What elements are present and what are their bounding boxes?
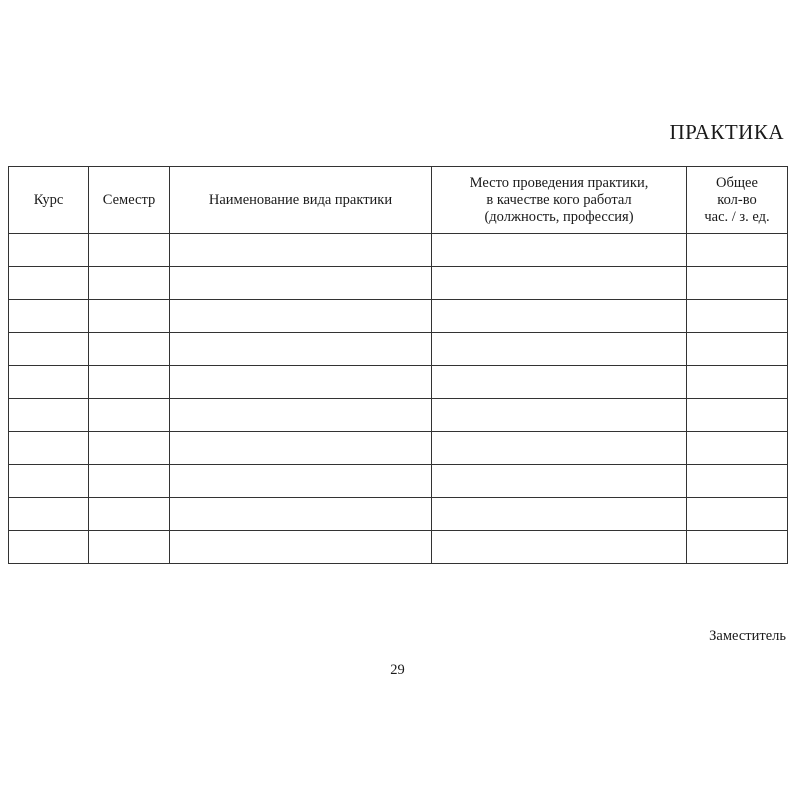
table-cell[interactable]: [9, 432, 89, 465]
table-cell[interactable]: [432, 366, 687, 399]
table-cell[interactable]: [432, 333, 687, 366]
table-cell[interactable]: [432, 399, 687, 432]
table-cell[interactable]: [170, 399, 432, 432]
table-row: [9, 465, 788, 498]
table-cell[interactable]: [432, 432, 687, 465]
header-line: час. / з. ед.: [704, 208, 770, 225]
table-cell[interactable]: [9, 498, 89, 531]
table-cell[interactable]: [687, 498, 788, 531]
table-row: [9, 399, 788, 432]
table-cell[interactable]: [687, 267, 788, 300]
table-cell[interactable]: [687, 234, 788, 267]
table-row: [9, 333, 788, 366]
table-row: [9, 234, 788, 267]
column-header-total-hours: [687, 167, 788, 234]
table-cell[interactable]: [9, 465, 89, 498]
table-cell[interactable]: [170, 267, 432, 300]
table-cell[interactable]: [9, 366, 89, 399]
table-cell[interactable]: [432, 498, 687, 531]
table-cell[interactable]: [170, 531, 432, 564]
table-cell[interactable]: [170, 498, 432, 531]
table-body: [9, 234, 788, 564]
table-cell[interactable]: [432, 234, 687, 267]
column-header-practice-place: [432, 167, 687, 234]
table-cell[interactable]: [687, 333, 788, 366]
column-header-course: [9, 167, 89, 234]
table-cell[interactable]: [89, 267, 170, 300]
table-cell[interactable]: [9, 399, 89, 432]
table-cell[interactable]: [432, 465, 687, 498]
column-header-practice-type: [170, 167, 432, 234]
table-cell[interactable]: [687, 531, 788, 564]
table-cell[interactable]: [687, 366, 788, 399]
table-cell[interactable]: [89, 234, 170, 267]
header-line: Место проведения практики,: [469, 174, 649, 191]
table-cell[interactable]: [432, 531, 687, 564]
practice-table: [8, 166, 788, 564]
table-cell[interactable]: [9, 531, 89, 564]
table-cell[interactable]: [9, 333, 89, 366]
table-cell[interactable]: [432, 300, 687, 333]
table-cell[interactable]: [89, 432, 170, 465]
table-cell[interactable]: [89, 399, 170, 432]
table-cell[interactable]: [170, 432, 432, 465]
table-row: [9, 267, 788, 300]
table-cell[interactable]: [9, 267, 89, 300]
header-line: Курс: [33, 191, 64, 208]
table-cell[interactable]: [89, 465, 170, 498]
table-cell[interactable]: [170, 234, 432, 267]
table-row: [9, 531, 788, 564]
table-cell[interactable]: [687, 432, 788, 465]
header-line: кол-во: [717, 191, 757, 208]
footer-label: Заместитель: [709, 628, 786, 644]
table-cell[interactable]: [170, 465, 432, 498]
table-row: [9, 366, 788, 399]
table-header-row: [9, 167, 788, 234]
header-line: Общее: [716, 174, 758, 191]
table-cell[interactable]: [170, 300, 432, 333]
table-cell[interactable]: [170, 333, 432, 366]
page-title: ПРАКТИКА: [669, 120, 784, 144]
table-cell[interactable]: [89, 300, 170, 333]
table-row: [9, 300, 788, 333]
table-cell[interactable]: [687, 399, 788, 432]
table-row: [9, 432, 788, 465]
table-cell[interactable]: [687, 300, 788, 333]
header-line: (должность, профессия): [484, 208, 634, 225]
table-cell[interactable]: [9, 234, 89, 267]
table-cell[interactable]: [9, 300, 89, 333]
table-cell[interactable]: [89, 366, 170, 399]
header-line: в качестве кого работал: [486, 191, 632, 208]
table-cell[interactable]: [687, 465, 788, 498]
column-header-semester: [89, 167, 170, 234]
table-cell[interactable]: [89, 498, 170, 531]
table-row: [9, 498, 788, 531]
header-line: Наименование вида практики: [208, 191, 393, 208]
table-cell[interactable]: [170, 366, 432, 399]
table-cell[interactable]: [89, 333, 170, 366]
header-line: Семестр: [102, 191, 156, 208]
table-cell[interactable]: [89, 531, 170, 564]
table-cell[interactable]: [432, 267, 687, 300]
page-number: 29: [390, 662, 405, 678]
